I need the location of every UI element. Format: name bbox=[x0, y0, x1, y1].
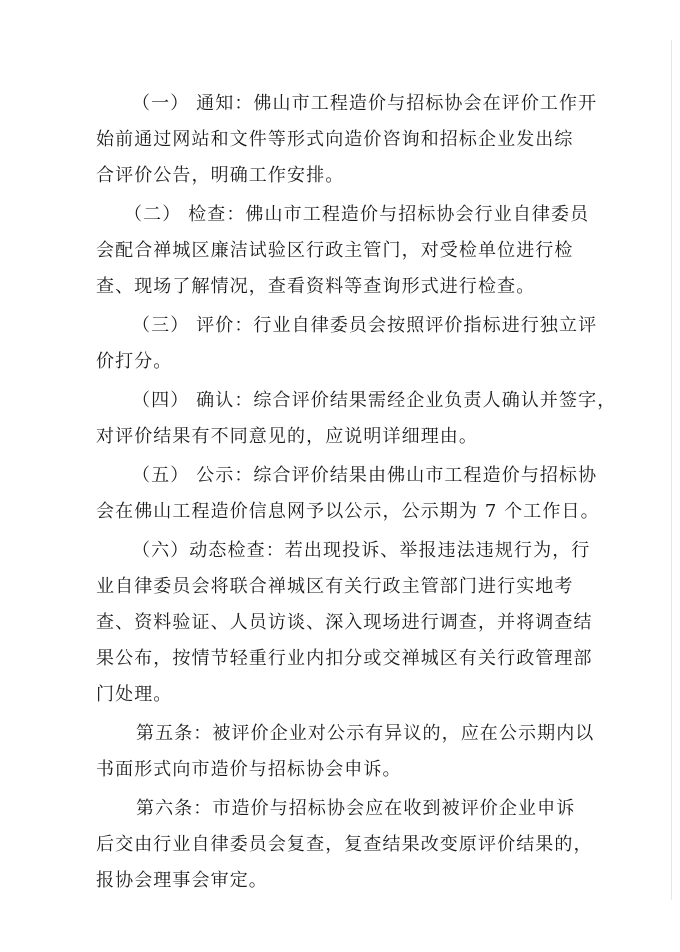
paragraph-line: （六）动态检查：若出现投诉、举报违法违规行为，行 bbox=[132, 540, 591, 561]
paragraph-line: （一） 通知：佛山市工程造价与招标协会在评价工作开 bbox=[132, 93, 598, 114]
document-body bbox=[96, 86, 617, 902]
paragraph-confirmation bbox=[96, 383, 617, 455]
paragraph-line: 第五条：被评价企业对公示有异议的，应在公示期内以 bbox=[136, 723, 595, 744]
paragraph-line: 后交由行业自律委员会复查，复查结果改变原评价结果的， bbox=[96, 834, 593, 855]
page-edge-line bbox=[671, 40, 672, 900]
paragraph-line: 书面形式向市造价与招标协会申诉。 bbox=[96, 759, 402, 780]
paragraph-line: （四） 确认：综合评价结果需经企业负责人确认并签字， bbox=[132, 390, 617, 411]
paragraph-line: 查、现场了解情况，查看资料等查询形式进行检查。 bbox=[96, 276, 536, 297]
paragraph-line: 会在佛山工程造价信息网予以公示，公示期为 7 个工作日。 bbox=[96, 501, 600, 522]
paragraph-line: 报协会理事会审定。 bbox=[96, 870, 268, 891]
paragraph-line: （三） 评价：行业自律委员会按照评价指标进行独立评 bbox=[132, 315, 598, 336]
paragraph-line: 对评价结果有不同意见的，应说明详细理由。 bbox=[96, 426, 478, 447]
paragraph-line: 业自律委员会将联合禅城区有关行政主管部门进行实地考 bbox=[96, 576, 574, 597]
paragraph-notice bbox=[96, 86, 598, 194]
paragraph-inspection bbox=[96, 197, 590, 305]
paragraph-publicity bbox=[96, 458, 600, 530]
paragraph-line: 价打分。 bbox=[96, 351, 173, 372]
paragraph-line: （二） 检查：佛山市工程造价与招标协会行业自律委员 bbox=[124, 204, 590, 225]
paragraph-line: 合评价公告，明确工作安排。 bbox=[96, 165, 345, 186]
paragraph-dynamic-check bbox=[96, 533, 593, 713]
paragraph-article-6 bbox=[96, 791, 593, 899]
paragraph-line: （五） 公示：综合评价结果由佛山市工程造价与招标协 bbox=[132, 465, 598, 486]
paragraph-evaluation bbox=[96, 308, 598, 380]
paragraph-line: 门处理。 bbox=[96, 684, 173, 705]
paragraph-line: 果公布，按情节轻重行业内扣分或交禅城区有关行政管理部 bbox=[96, 648, 593, 669]
paragraph-line: 会配合禅城区廉洁试验区行政主管门，对受检单位进行检 bbox=[96, 240, 574, 261]
paragraph-article-5 bbox=[96, 716, 595, 788]
paragraph-line: 始前通过网站和文件等形式向造价咨询和招标企业发出综 bbox=[96, 129, 574, 150]
paragraph-line: 查、资料验证、人员访谈、深入现场进行调查，并将调查结 bbox=[96, 612, 593, 633]
paragraph-line: 第六条：市造价与招标协会应在收到被评价企业申诉 bbox=[136, 798, 576, 819]
